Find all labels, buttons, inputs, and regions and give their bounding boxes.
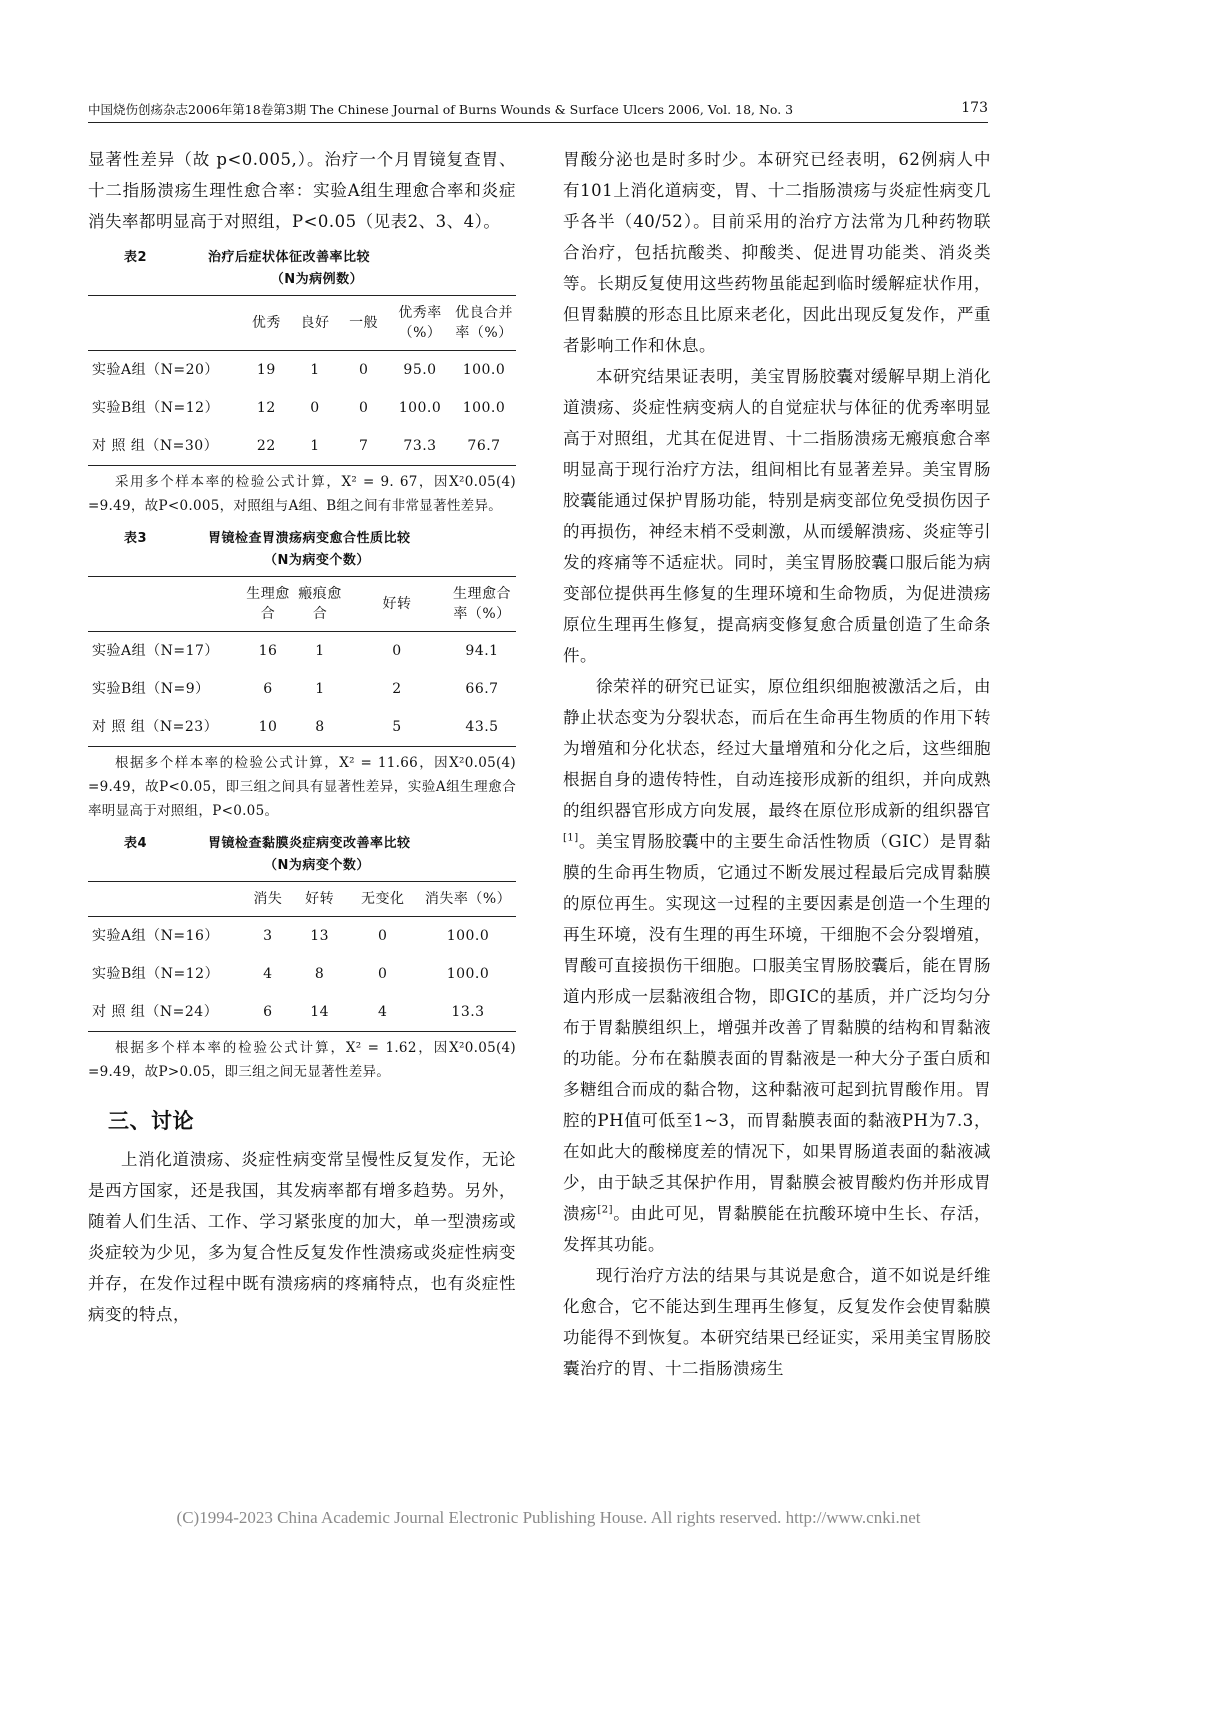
running-head (88, 100, 988, 118)
table-row (88, 427, 516, 466)
table3-caption (88, 528, 516, 572)
copyright-footer: (C)1994-2023 China Academic Journal Electronic Publishing House. All rights reserved. http://www.cnki.net (176, 1508, 921, 1527)
discussion-paragraph: 上消化道溃疡、炎症性病变常呈慢性反复发作，无论是西方国家，还是我国，其发病率都有增多趋势。另外，随着人们生活、工作、学习紧张度的加大，单一型溃疡或炎症较为少见，多为复合性反复发作性溃疡或炎症性病变并存，在发作过程中既有溃疡病的疼痛特点，也有炎症性病变的特点， (88, 1150, 516, 1324)
table4-header (88, 882, 242, 917)
table-cell: 1 (310, 362, 320, 378)
table4-header: 消失率（%） (424, 891, 512, 907)
table3 (88, 576, 516, 747)
table-cell: 6 (263, 681, 273, 697)
citation-ref: [1] (563, 832, 579, 844)
table-cell: 12 (256, 400, 276, 416)
paragraph-text: 徐荣祥的研究已证实，原位组织细胞被激活之后，由静止状态变为分裂状态，而后在生命再生物质的作用下转为增殖和分化状态，经过大量增殖和分化之后，这些细胞根据自身的遗传特性，自动连接形成新的组织，并向成熟的组织器官形成方向发展，最终在原位形成新的组织器官 (563, 677, 991, 820)
table4-number: 表4 (124, 836, 148, 851)
table3-header: 生理愈合 (246, 586, 290, 622)
table-cell: 16 (258, 643, 278, 659)
table-row (88, 351, 516, 390)
table-cell: 22 (256, 438, 276, 454)
table4-header: 消失 (253, 891, 283, 907)
table-cell: 73.3 (403, 438, 437, 454)
table4-header: 好转 (305, 891, 335, 907)
table-cell: 实验B组（N=12） (92, 966, 220, 982)
table-cell: 100.0 (446, 928, 490, 944)
table-cell: 43.5 (465, 719, 499, 735)
citation-ref: [2] (597, 1204, 614, 1216)
left-column (88, 144, 516, 1330)
section-heading: 三、讨论 (108, 1109, 194, 1133)
table-cell: 对 照 组（N=23） (92, 719, 219, 735)
table-cell: 8 (314, 966, 325, 982)
table4-title: 胃镜检查黏膜炎症病变改善率比较 (208, 836, 411, 851)
table-cell: 76.7 (467, 438, 501, 454)
table-cell: 7 (358, 438, 369, 454)
table-cell: 10 (258, 719, 278, 735)
table-cell: 94.1 (465, 643, 499, 659)
table4-caption (88, 833, 516, 877)
table-cell: 6 (263, 1004, 273, 1020)
table2-header (88, 296, 242, 351)
table3-subtitle: （N为病变个数） (264, 553, 370, 568)
table-cell: 8 (315, 719, 325, 735)
table3-header: 瘢痕愈合 (298, 586, 342, 622)
table-row (88, 993, 516, 1032)
body-paragraph (563, 671, 991, 1260)
table-row (88, 670, 516, 708)
table2-number: 表2 (124, 250, 148, 265)
table2-header: 优秀率（%） (398, 305, 442, 341)
table-cell: 3 (263, 928, 273, 944)
table3-header: 好转 (382, 596, 412, 612)
table-cell: 100.0 (446, 966, 490, 982)
table2-header: 优良合并率（%） (455, 305, 513, 341)
table-cell: 0 (378, 966, 388, 982)
table-cell: 100.0 (462, 400, 506, 416)
table2 (88, 295, 516, 466)
body-paragraph: 胃酸分泌也是时多时少。本研究已经表明，62例病人中有101上消化道病变，胃、十二指肠溃疡与炎症性病变几乎各半（40/52）。目前采用的治疗方法常为几种药物联合治疗，包括抗酸类、抑酸类、促进胃功能类、消炎类等。长期反复使用这些药物虽能起到临时缓解症状作用，但胃黏膜的形态且比原来老化，因此出现反复发作，严重者影响工作和休息。 (563, 150, 991, 355)
body-paragraph: 本研究结果证表明，美宝胃肠胶囊对缓解早期上消化道溃疡、炎症性病变病人的自觉症状与体征的优秀率明显高于对照组，尤其在促进胃、十二指肠溃疡无瘢痕愈合率明显高于现行治疗方法，组间相比有显著差异。美宝胃肠胶囊能通过保护胃肠功能，特别是病变部位免受损伤因子的再损伤，神经末梢不受刺激，从而缓解溃疡、炎症等引发的疼痛等不适症状。同时，美宝胃肠胶囊口服后能为病变部位提供再生修复的生理环境和生命物质，为促进溃疡原位生理再生修复，提高病变修复愈合质量创造了生命条件。 (563, 367, 991, 665)
table4-note: 根据多个样本率的检验公式计算，X² = 1.62，因X²0.05(4) =9.49，故P>0.05，即三组之间无显著性差异。 (88, 1040, 516, 1080)
page-number: 173 (961, 100, 988, 116)
table2-subtitle: （N为病例数） (270, 272, 364, 287)
table-cell: 100.0 (398, 400, 442, 416)
table-cell: 实验B组（N=9） (92, 681, 210, 697)
paragraph-text: 。美宝胃肠胶囊中的主要生命活性物质（GIC）是胃黏膜的生命再生物质，它通过不断发展过程最后完成胃黏膜的原位再生。实现这一过程的主要因素是创造一个生理的再生环境，没有生理的再生环境，干细胞不会分裂增殖，胃酸可直接损伤干细胞。口服美宝胃肠胶囊后，能在胃肠道内形成一层黏液组合物，即GIC的基质，并广泛均匀分布于胃黏膜组织上，增强并改善了胃黏膜的结构和胃黏液的功能。分布在黏膜表面的胃黏液是一种大分子蛋白质和多糖组合而成的黏合物，这种黏液可起到抗胃酸作用。胃腔的PH值可低至1~3，而胃黏膜表面的黏液PH为7.3，在如此大的酸梯度差的情况下，如果胃肠道表面的黏液减少，由于缺乏其保护作用，胃黏膜会被胃酸灼伤并形成胃溃疡 (563, 832, 991, 1223)
header-rule (88, 122, 988, 123)
table4-header: 无变化 (361, 891, 405, 907)
table2-caption (88, 247, 516, 291)
right-column (563, 144, 991, 1384)
table-cell: 19 (256, 362, 276, 378)
table4 (88, 881, 516, 1032)
table-cell: 实验A组（N=16） (92, 928, 219, 944)
table-cell: 1 (310, 438, 320, 454)
table-cell: 0 (378, 928, 388, 944)
table-cell: 实验A组（N=20） (92, 362, 219, 378)
table3-number: 表3 (124, 531, 148, 546)
table-cell: 0 (310, 400, 320, 416)
table-row (88, 632, 516, 671)
table3-header: 生理愈合率（%） (453, 586, 511, 622)
table-cell: 4 (378, 1004, 388, 1020)
table-row (88, 389, 516, 427)
table-row (88, 917, 516, 956)
table-cell: 0 (358, 400, 369, 416)
table2-header: 良好 (300, 315, 330, 331)
table2-note: 采用多个样本率的检验公式计算，X² = 9. 67，因X²0.05(4) =9.49，故P<0.005，对照组与A组、B组之间有非常显著性差异。 (88, 474, 516, 514)
table-cell: 95.0 (403, 362, 437, 378)
table-cell: 0 (392, 643, 402, 659)
table-cell: 4 (263, 966, 273, 982)
paragraph-text: 。由此可见，胃黏膜能在抗酸环境中生长、存活，发挥其功能。 (563, 1204, 992, 1254)
body-paragraph: 现行治疗方法的结果与其说是愈合，道不如说是纤维化愈合，它不能达到生理再生修复，反复发作会使胃黏膜功能得不到恢复。本研究结果已经证实，采用美宝胃肠胶囊治疗的胃、十二指肠溃疡生 (563, 1266, 991, 1378)
table-cell: 实验B组（N=12） (92, 400, 220, 416)
table-cell: 1 (315, 643, 325, 659)
table-cell: 5 (392, 719, 402, 735)
table3-header (88, 577, 242, 632)
table-cell: 对 照 组（N=30） (92, 438, 219, 454)
table-cell: 13 (310, 928, 330, 944)
intro-paragraph: 显著性差异（故 p<0.005,）。治疗一个月胃镜复查胃、十二指肠溃疡生理性愈合率：实验A组生理愈合率和炎症消失率都明显高于对照组，P<0.05（见表2、3、4）。 (88, 150, 516, 231)
table-cell: 66.7 (465, 681, 499, 697)
table-cell: 对 照 组（N=24） (92, 1004, 219, 1020)
table-cell: 实验A组（N=17） (92, 643, 219, 659)
table-cell: 0 (358, 362, 369, 378)
table3-note: 根据多个样本率的检验公式计算，X² = 11.66，因X²0.05(4) =9.49，故P<0.05，即三组之间具有显著性差异，实验A组生理愈合率明显高于对照组，P<0.05。 (88, 755, 516, 819)
table-row (88, 708, 516, 747)
table2-header: 优秀 (251, 315, 281, 331)
table-cell: 1 (315, 681, 325, 697)
table-cell: 14 (310, 1004, 330, 1020)
table-row (88, 955, 516, 993)
table-cell: 2 (392, 681, 402, 697)
table-cell: 13.3 (451, 1004, 485, 1020)
running-head-text: 中国烧伤创疡杂志2006年第18卷第3期 The Chinese Journal of Burns Wounds & Surface Ulcers 2006, Vol. 18, No. 3 (88, 102, 794, 117)
table-cell: 100.0 (462, 362, 506, 378)
table2-header: 一般 (349, 315, 379, 331)
table4-subtitle: （N为病变个数） (264, 858, 370, 873)
table3-title: 胃镜检查胃溃疡病变愈合性质比较 (208, 531, 411, 546)
table2-title: 治疗后症状体征改善率比较 (208, 250, 371, 265)
